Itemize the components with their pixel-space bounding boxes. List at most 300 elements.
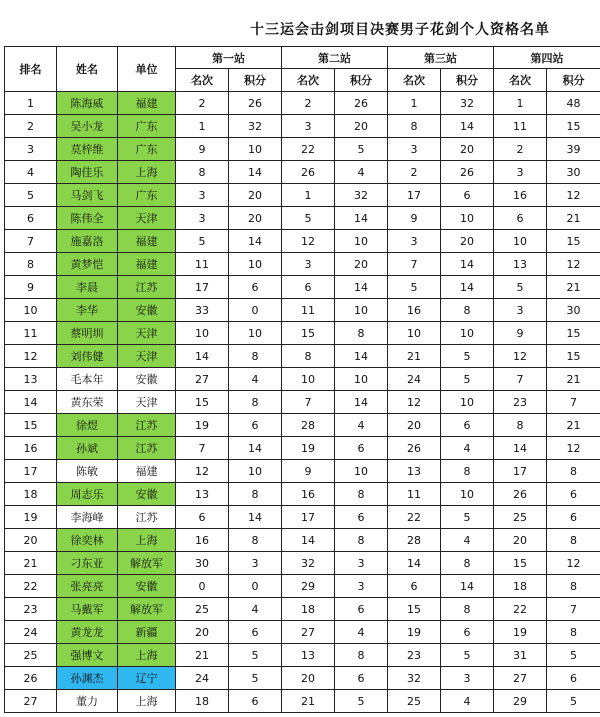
points-cell: 32 xyxy=(441,92,494,115)
points-cell: 12 xyxy=(547,552,600,575)
placing-cell: 13 xyxy=(388,460,441,483)
points-cell: 20 xyxy=(441,230,494,253)
points-cell: 10 xyxy=(229,322,282,345)
points-cell: 10 xyxy=(229,460,282,483)
points-cell: 6 xyxy=(335,598,388,621)
table-row xyxy=(5,92,600,115)
table-row xyxy=(5,138,600,161)
name-cell: 孙斌 xyxy=(57,437,118,460)
rank-cell: 12 xyxy=(5,345,57,368)
placing-cell: 5 xyxy=(176,230,229,253)
table-row xyxy=(5,644,600,667)
name-cell: 黄龙龙 xyxy=(57,621,118,644)
points-cell: 14 xyxy=(335,391,388,414)
placing-cell: 7 xyxy=(282,391,335,414)
points-cell: 5 xyxy=(441,644,494,667)
placing-cell: 31 xyxy=(494,644,547,667)
placing-cell: 18 xyxy=(494,575,547,598)
unit-cell: 新疆 xyxy=(118,621,176,644)
placing-cell: 21 xyxy=(388,345,441,368)
name-cell: 马剑飞 xyxy=(57,184,118,207)
points-cell: 10 xyxy=(335,460,388,483)
header-station-1: 第一站 xyxy=(176,47,282,69)
points-cell: 14 xyxy=(335,207,388,230)
placing-cell: 5 xyxy=(388,276,441,299)
placing-cell: 18 xyxy=(176,690,229,713)
points-cell: 14 xyxy=(335,345,388,368)
rank-cell: 15 xyxy=(5,414,57,437)
unit-cell: 江苏 xyxy=(118,437,176,460)
points-cell: 3 xyxy=(441,667,494,690)
points-cell: 26 xyxy=(441,161,494,184)
points-cell: 4 xyxy=(229,598,282,621)
points-cell: 8 xyxy=(229,345,282,368)
table-row xyxy=(5,184,600,207)
points-cell: 32 xyxy=(335,184,388,207)
points-cell: 6 xyxy=(229,690,282,713)
points-cell: 6 xyxy=(547,506,600,529)
placing-cell: 33 xyxy=(176,299,229,322)
placing-cell: 28 xyxy=(388,529,441,552)
table-row xyxy=(5,437,600,460)
name-cell: 周志乐 xyxy=(57,483,118,506)
points-cell: 8 xyxy=(441,598,494,621)
name-cell: 孙渊杰 xyxy=(57,667,118,690)
table-row xyxy=(5,667,600,690)
points-cell: 5 xyxy=(229,644,282,667)
placing-cell: 11 xyxy=(388,483,441,506)
placing-cell: 30 xyxy=(176,552,229,575)
table-row xyxy=(5,598,600,621)
table-row xyxy=(5,368,600,391)
name-cell: 陈敏 xyxy=(57,460,118,483)
points-cell: 4 xyxy=(335,414,388,437)
points-cell: 5 xyxy=(441,506,494,529)
rank-cell: 3 xyxy=(5,138,57,161)
header-placing: 名次 xyxy=(494,69,547,92)
rank-cell: 27 xyxy=(5,690,57,713)
placing-cell: 27 xyxy=(494,667,547,690)
placing-cell: 23 xyxy=(388,644,441,667)
rank-cell: 2 xyxy=(5,115,57,138)
points-cell: 4 xyxy=(441,690,494,713)
placing-cell: 6 xyxy=(388,575,441,598)
table-row xyxy=(5,506,600,529)
placing-cell: 2 xyxy=(282,92,335,115)
table-row xyxy=(5,322,600,345)
points-cell: 15 xyxy=(547,345,600,368)
points-cell: 0 xyxy=(229,575,282,598)
placing-cell: 6 xyxy=(494,207,547,230)
rank-cell: 24 xyxy=(5,621,57,644)
placing-cell: 14 xyxy=(494,437,547,460)
points-cell: 12 xyxy=(547,437,600,460)
placing-cell: 17 xyxy=(176,276,229,299)
placing-cell: 26 xyxy=(282,161,335,184)
rank-cell: 20 xyxy=(5,529,57,552)
placing-cell: 12 xyxy=(282,230,335,253)
points-cell: 26 xyxy=(229,92,282,115)
placing-cell: 14 xyxy=(176,345,229,368)
points-cell: 6 xyxy=(441,621,494,644)
points-cell: 14 xyxy=(441,253,494,276)
unit-cell: 安徽 xyxy=(118,483,176,506)
name-cell: 施嘉洛 xyxy=(57,230,118,253)
rank-cell: 9 xyxy=(5,276,57,299)
placing-cell: 11 xyxy=(494,115,547,138)
placing-cell: 7 xyxy=(494,368,547,391)
points-cell: 4 xyxy=(335,621,388,644)
qualification-table xyxy=(4,46,600,713)
header-station-3: 第三站 xyxy=(388,47,494,69)
rank-cell: 26 xyxy=(5,667,57,690)
placing-cell: 12 xyxy=(176,460,229,483)
placing-cell: 10 xyxy=(388,322,441,345)
header-station-4: 第四站 xyxy=(494,47,600,69)
table-row xyxy=(5,345,600,368)
placing-cell: 19 xyxy=(494,621,547,644)
table-row xyxy=(5,529,600,552)
placing-cell: 20 xyxy=(176,621,229,644)
placing-cell: 12 xyxy=(388,391,441,414)
points-cell: 7 xyxy=(547,598,600,621)
placing-cell: 8 xyxy=(282,345,335,368)
rank-cell: 25 xyxy=(5,644,57,667)
table-row xyxy=(5,483,600,506)
unit-cell: 上海 xyxy=(118,529,176,552)
placing-cell: 25 xyxy=(388,690,441,713)
rank-cell: 13 xyxy=(5,368,57,391)
table-body xyxy=(5,92,600,713)
placing-cell: 15 xyxy=(282,322,335,345)
rank-cell: 6 xyxy=(5,207,57,230)
placing-cell: 29 xyxy=(494,690,547,713)
name-cell: 黄梦恺 xyxy=(57,253,118,276)
rank-cell: 4 xyxy=(5,161,57,184)
placing-cell: 9 xyxy=(494,322,547,345)
header-name: 姓名 xyxy=(57,47,118,92)
points-cell: 8 xyxy=(441,552,494,575)
rank-cell: 7 xyxy=(5,230,57,253)
points-cell: 6 xyxy=(229,276,282,299)
name-cell: 刁东亚 xyxy=(57,552,118,575)
placing-cell: 21 xyxy=(176,644,229,667)
placing-cell: 27 xyxy=(282,621,335,644)
name-cell: 徐奕林 xyxy=(57,529,118,552)
placing-cell: 23 xyxy=(494,391,547,414)
points-cell: 15 xyxy=(547,230,600,253)
points-cell: 15 xyxy=(547,322,600,345)
points-cell: 6 xyxy=(441,184,494,207)
points-cell: 8 xyxy=(335,644,388,667)
points-cell: 6 xyxy=(441,414,494,437)
points-cell: 30 xyxy=(547,299,600,322)
placing-cell: 22 xyxy=(388,506,441,529)
placing-cell: 16 xyxy=(494,184,547,207)
table-row xyxy=(5,414,600,437)
name-cell: 李华 xyxy=(57,299,118,322)
placing-cell: 5 xyxy=(282,207,335,230)
points-cell: 3 xyxy=(229,552,282,575)
unit-cell: 江苏 xyxy=(118,506,176,529)
placing-cell: 7 xyxy=(388,253,441,276)
table-row xyxy=(5,299,600,322)
points-cell: 21 xyxy=(547,414,600,437)
points-cell: 6 xyxy=(547,483,600,506)
unit-cell: 广东 xyxy=(118,184,176,207)
unit-cell: 解放军 xyxy=(118,598,176,621)
points-cell: 15 xyxy=(547,115,600,138)
name-cell: 马戴军 xyxy=(57,598,118,621)
rank-cell: 19 xyxy=(5,506,57,529)
name-cell: 莫梓维 xyxy=(57,138,118,161)
placing-cell: 11 xyxy=(176,253,229,276)
points-cell: 5 xyxy=(335,138,388,161)
unit-cell: 天津 xyxy=(118,345,176,368)
points-cell: 21 xyxy=(547,276,600,299)
name-cell: 陈海威 xyxy=(57,92,118,115)
placing-cell: 25 xyxy=(494,506,547,529)
rank-cell: 17 xyxy=(5,460,57,483)
points-cell: 4 xyxy=(229,368,282,391)
rank-cell: 23 xyxy=(5,598,57,621)
points-cell: 8 xyxy=(229,529,282,552)
header-placing: 名次 xyxy=(388,69,441,92)
points-cell: 10 xyxy=(441,322,494,345)
name-cell: 董力 xyxy=(57,690,118,713)
unit-cell: 天津 xyxy=(118,322,176,345)
unit-cell: 解放军 xyxy=(118,552,176,575)
header-points: 积分 xyxy=(441,69,494,92)
placing-cell: 3 xyxy=(176,207,229,230)
placing-cell: 28 xyxy=(282,414,335,437)
points-cell: 5 xyxy=(441,345,494,368)
placing-cell: 18 xyxy=(282,598,335,621)
placing-cell: 8 xyxy=(388,115,441,138)
rank-cell: 10 xyxy=(5,299,57,322)
unit-cell: 上海 xyxy=(118,690,176,713)
points-cell: 14 xyxy=(229,161,282,184)
points-cell: 10 xyxy=(335,368,388,391)
placing-cell: 3 xyxy=(282,115,335,138)
unit-cell: 广东 xyxy=(118,115,176,138)
points-cell: 6 xyxy=(335,437,388,460)
unit-cell: 辽宁 xyxy=(118,667,176,690)
placing-cell: 16 xyxy=(388,299,441,322)
points-cell: 39 xyxy=(547,138,600,161)
points-cell: 10 xyxy=(229,138,282,161)
unit-cell: 上海 xyxy=(118,644,176,667)
placing-cell: 1 xyxy=(176,115,229,138)
points-cell: 26 xyxy=(335,92,388,115)
points-cell: 20 xyxy=(335,253,388,276)
name-cell: 蔡明圳 xyxy=(57,322,118,345)
placing-cell: 3 xyxy=(388,138,441,161)
header-placing: 名次 xyxy=(176,69,229,92)
placing-cell: 3 xyxy=(494,161,547,184)
points-cell: 4 xyxy=(441,529,494,552)
header-points: 积分 xyxy=(335,69,388,92)
name-cell: 强博文 xyxy=(57,644,118,667)
placing-cell: 0 xyxy=(176,575,229,598)
points-cell: 8 xyxy=(229,391,282,414)
points-cell: 8 xyxy=(229,483,282,506)
placing-cell: 7 xyxy=(176,437,229,460)
header-unit: 单位 xyxy=(118,47,176,92)
placing-cell: 12 xyxy=(494,345,547,368)
unit-cell: 天津 xyxy=(118,207,176,230)
rank-cell: 11 xyxy=(5,322,57,345)
points-cell: 6 xyxy=(335,506,388,529)
points-cell: 12 xyxy=(547,253,600,276)
points-cell: 10 xyxy=(229,253,282,276)
placing-cell: 17 xyxy=(494,460,547,483)
points-cell: 10 xyxy=(441,207,494,230)
points-cell: 48 xyxy=(547,92,600,115)
placing-cell: 5 xyxy=(494,276,547,299)
points-cell: 10 xyxy=(335,230,388,253)
placing-cell: 15 xyxy=(176,391,229,414)
placing-cell: 17 xyxy=(388,184,441,207)
table-row xyxy=(5,115,600,138)
placing-cell: 6 xyxy=(176,506,229,529)
points-cell: 10 xyxy=(441,391,494,414)
placing-cell: 6 xyxy=(282,276,335,299)
rank-cell: 5 xyxy=(5,184,57,207)
points-cell: 5 xyxy=(335,690,388,713)
placing-cell: 8 xyxy=(494,414,547,437)
points-cell: 5 xyxy=(229,667,282,690)
table-row xyxy=(5,276,600,299)
name-cell: 陈伟全 xyxy=(57,207,118,230)
placing-cell: 1 xyxy=(388,92,441,115)
points-cell: 5 xyxy=(547,644,600,667)
points-cell: 20 xyxy=(335,115,388,138)
points-cell: 14 xyxy=(229,230,282,253)
placing-cell: 19 xyxy=(282,437,335,460)
points-cell: 4 xyxy=(441,437,494,460)
table-row xyxy=(5,690,600,713)
unit-cell: 上海 xyxy=(118,161,176,184)
rank-cell: 1 xyxy=(5,92,57,115)
points-cell: 3 xyxy=(335,552,388,575)
points-cell: 7 xyxy=(547,391,600,414)
placing-cell: 15 xyxy=(494,552,547,575)
name-cell: 刘伟健 xyxy=(57,345,118,368)
placing-cell: 20 xyxy=(388,414,441,437)
placing-cell: 2 xyxy=(388,161,441,184)
points-cell: 30 xyxy=(547,161,600,184)
placing-cell: 15 xyxy=(388,598,441,621)
placing-cell: 20 xyxy=(494,529,547,552)
placing-cell: 24 xyxy=(176,667,229,690)
name-cell: 吴小龙 xyxy=(57,115,118,138)
points-cell: 21 xyxy=(547,207,600,230)
points-cell: 10 xyxy=(441,483,494,506)
name-cell: 李海峰 xyxy=(57,506,118,529)
points-cell: 8 xyxy=(547,621,600,644)
points-cell: 14 xyxy=(335,276,388,299)
points-cell: 4 xyxy=(335,161,388,184)
placing-cell: 22 xyxy=(282,138,335,161)
points-cell: 6 xyxy=(229,414,282,437)
placing-cell: 3 xyxy=(494,299,547,322)
header-points: 积分 xyxy=(547,69,600,92)
points-cell: 21 xyxy=(547,368,600,391)
placing-cell: 10 xyxy=(494,230,547,253)
placing-cell: 26 xyxy=(494,483,547,506)
points-cell: 6 xyxy=(229,621,282,644)
points-cell: 20 xyxy=(229,184,282,207)
points-cell: 14 xyxy=(229,506,282,529)
unit-cell: 福建 xyxy=(118,460,176,483)
header-placing: 名次 xyxy=(282,69,335,92)
placing-cell: 10 xyxy=(282,368,335,391)
rank-cell: 18 xyxy=(5,483,57,506)
placing-cell: 17 xyxy=(282,506,335,529)
points-cell: 8 xyxy=(335,322,388,345)
placing-cell: 13 xyxy=(494,253,547,276)
table-row xyxy=(5,391,600,414)
points-cell: 5 xyxy=(547,690,600,713)
placing-cell: 26 xyxy=(388,437,441,460)
unit-cell: 江苏 xyxy=(118,276,176,299)
page-title: 十三运会击剑项目决赛男子花剑个人资格名单 xyxy=(250,22,550,38)
placing-cell: 20 xyxy=(282,667,335,690)
header-rank: 排名 xyxy=(5,47,57,92)
placing-cell: 32 xyxy=(282,552,335,575)
unit-cell: 安徽 xyxy=(118,575,176,598)
points-cell: 0 xyxy=(229,299,282,322)
name-cell: 张亮亮 xyxy=(57,575,118,598)
placing-cell: 13 xyxy=(176,483,229,506)
points-cell: 8 xyxy=(441,460,494,483)
placing-cell: 32 xyxy=(388,667,441,690)
placing-cell: 19 xyxy=(176,414,229,437)
table-row xyxy=(5,552,600,575)
unit-cell: 天津 xyxy=(118,391,176,414)
rank-cell: 14 xyxy=(5,391,57,414)
points-cell: 20 xyxy=(441,138,494,161)
placing-cell: 1 xyxy=(494,92,547,115)
points-cell: 8 xyxy=(441,299,494,322)
header-station-2: 第二站 xyxy=(282,47,388,69)
points-cell: 14 xyxy=(441,276,494,299)
unit-cell: 福建 xyxy=(118,92,176,115)
placing-cell: 21 xyxy=(282,690,335,713)
placing-cell: 2 xyxy=(494,138,547,161)
rank-cell: 21 xyxy=(5,552,57,575)
unit-cell: 安徽 xyxy=(118,299,176,322)
placing-cell: 29 xyxy=(282,575,335,598)
points-cell: 8 xyxy=(335,529,388,552)
name-cell: 陶佳乐 xyxy=(57,161,118,184)
name-cell: 毛本年 xyxy=(57,368,118,391)
name-cell: 李晨 xyxy=(57,276,118,299)
table-row xyxy=(5,253,600,276)
points-cell: 8 xyxy=(547,460,600,483)
placing-cell: 3 xyxy=(176,184,229,207)
table-row xyxy=(5,621,600,644)
placing-cell: 9 xyxy=(282,460,335,483)
placing-cell: 10 xyxy=(176,322,229,345)
unit-cell: 江苏 xyxy=(118,414,176,437)
rank-cell: 22 xyxy=(5,575,57,598)
rank-cell: 8 xyxy=(5,253,57,276)
points-cell: 6 xyxy=(335,667,388,690)
name-cell: 黄东荣 xyxy=(57,391,118,414)
placing-cell: 2 xyxy=(176,92,229,115)
